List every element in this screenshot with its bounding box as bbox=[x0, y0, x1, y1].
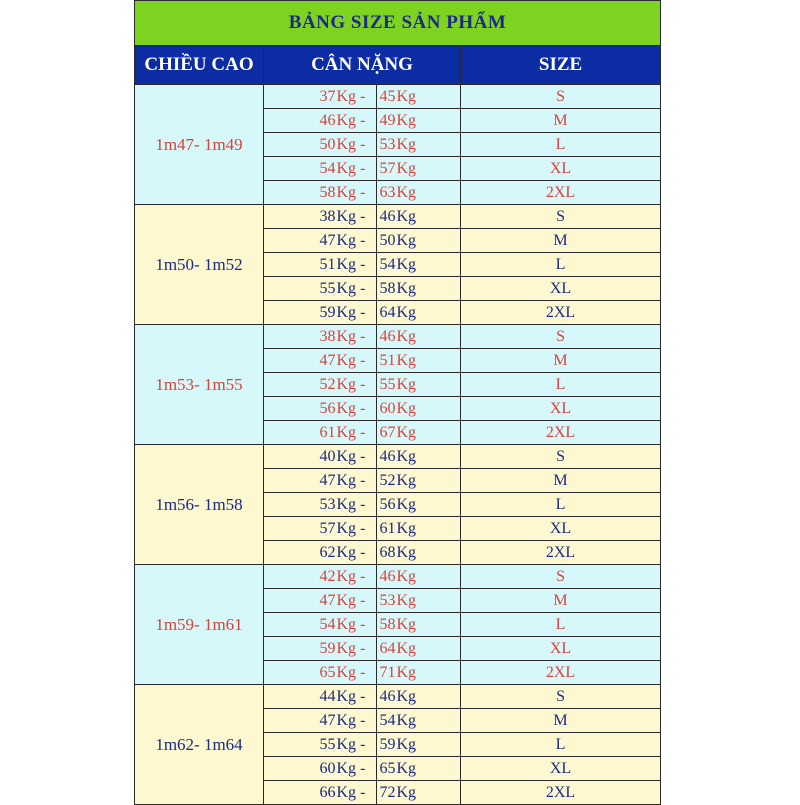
weight-unit-cell: Kg bbox=[397, 133, 461, 157]
weight-max-cell: 64 bbox=[377, 637, 397, 661]
weight-min-cell: 59 bbox=[264, 301, 337, 325]
weight-unit-dash-cell bbox=[337, 277, 377, 301]
weight-max-cell: 53 bbox=[377, 589, 397, 613]
weight-min-cell: 56 bbox=[264, 397, 337, 421]
weight-unit-text: Kg bbox=[336, 615, 357, 633]
weight-min-cell: 50 bbox=[264, 133, 337, 157]
weight-min-cell: 42 bbox=[264, 565, 337, 589]
header-height: CHIỀU CAO bbox=[135, 46, 264, 85]
weight-unit-text: Kg bbox=[336, 783, 357, 801]
weight-unit-text: Kg bbox=[336, 111, 357, 129]
size-value-cell: L bbox=[461, 373, 661, 397]
size-value-cell: L bbox=[461, 733, 661, 757]
size-value-cell: L bbox=[461, 613, 661, 637]
weight-max-cell: 49 bbox=[377, 109, 397, 133]
weight-unit-cell: Kg bbox=[397, 397, 461, 421]
header-weight: CÂN NẶNG bbox=[264, 46, 461, 85]
height-range-cell: 1m47- 1m49 bbox=[135, 85, 264, 205]
weight-max-cell: 61 bbox=[377, 517, 397, 541]
weight-unit-text: Kg bbox=[336, 183, 357, 201]
range-dash-text: - bbox=[356, 111, 366, 129]
weight-min-cell: 47 bbox=[264, 589, 337, 613]
weight-unit-dash-cell bbox=[337, 157, 377, 181]
size-value-cell: M bbox=[461, 589, 661, 613]
weight-unit-text: Kg bbox=[336, 735, 357, 753]
table-row bbox=[135, 205, 661, 229]
weight-max-cell: 46 bbox=[377, 445, 397, 469]
weight-min-cell: 47 bbox=[264, 709, 337, 733]
weight-unit-text: Kg bbox=[336, 471, 357, 489]
weight-unit-dash-cell bbox=[337, 493, 377, 517]
size-value-cell: S bbox=[461, 685, 661, 709]
range-dash-text: - bbox=[356, 783, 366, 801]
weight-unit-text: Kg bbox=[336, 687, 357, 705]
range-dash-text: - bbox=[356, 495, 366, 513]
range-dash-text: - bbox=[356, 279, 366, 297]
weight-min-cell: 51 bbox=[264, 253, 337, 277]
weight-max-cell: 68 bbox=[377, 541, 397, 565]
header-size: SIZE bbox=[461, 46, 661, 85]
weight-min-cell: 37 bbox=[264, 85, 337, 109]
range-dash-text: - bbox=[356, 735, 366, 753]
weight-unit-cell: Kg bbox=[397, 661, 461, 685]
weight-unit-text: Kg bbox=[336, 543, 357, 561]
weight-max-cell: 60 bbox=[377, 397, 397, 421]
weight-min-cell: 54 bbox=[264, 613, 337, 637]
weight-unit-dash-cell bbox=[337, 661, 377, 685]
weight-unit-cell: Kg bbox=[397, 205, 461, 229]
weight-min-cell: 57 bbox=[264, 517, 337, 541]
weight-unit-dash-cell bbox=[337, 85, 377, 109]
height-range-cell: 1m53- 1m55 bbox=[135, 325, 264, 445]
weight-unit-dash-cell bbox=[337, 133, 377, 157]
weight-unit-cell: Kg bbox=[397, 301, 461, 325]
weight-unit-text: Kg bbox=[336, 567, 357, 585]
weight-min-cell: 38 bbox=[264, 205, 337, 229]
range-dash-text: - bbox=[356, 135, 366, 153]
weight-max-cell: 52 bbox=[377, 469, 397, 493]
weight-unit-cell: Kg bbox=[397, 445, 461, 469]
size-value-cell: M bbox=[461, 229, 661, 253]
range-dash-text: - bbox=[356, 639, 366, 657]
weight-unit-dash-cell bbox=[337, 541, 377, 565]
weight-unit-text: Kg bbox=[336, 87, 357, 105]
size-value-cell: M bbox=[461, 349, 661, 373]
weight-unit-dash-cell bbox=[337, 589, 377, 613]
size-value-cell: L bbox=[461, 253, 661, 277]
range-dash-text: - bbox=[356, 615, 366, 633]
weight-min-cell: 58 bbox=[264, 181, 337, 205]
range-dash-text: - bbox=[356, 447, 366, 465]
size-value-cell: S bbox=[461, 85, 661, 109]
table-title: BẢNG SIZE SẢN PHẨM bbox=[135, 1, 661, 46]
size-value-cell: S bbox=[461, 205, 661, 229]
range-dash-text: - bbox=[356, 591, 366, 609]
weight-max-cell: 57 bbox=[377, 157, 397, 181]
weight-min-cell: 66 bbox=[264, 781, 337, 805]
range-dash-text: - bbox=[356, 423, 366, 441]
weight-unit-cell: Kg bbox=[397, 325, 461, 349]
weight-unit-cell: Kg bbox=[397, 157, 461, 181]
range-dash-text: - bbox=[356, 375, 366, 393]
size-value-cell: 2XL bbox=[461, 301, 661, 325]
range-dash-text: - bbox=[356, 159, 366, 177]
weight-max-cell: 72 bbox=[377, 781, 397, 805]
size-value-cell: M bbox=[461, 469, 661, 493]
weight-unit-text: Kg bbox=[336, 207, 357, 225]
weight-unit-dash-cell bbox=[337, 397, 377, 421]
size-value-cell: XL bbox=[461, 397, 661, 421]
weight-unit-dash-cell bbox=[337, 253, 377, 277]
weight-min-cell: 55 bbox=[264, 277, 337, 301]
height-range-cell: 1m59- 1m61 bbox=[135, 565, 264, 685]
weight-max-cell: 64 bbox=[377, 301, 397, 325]
size-value-cell: XL bbox=[461, 277, 661, 301]
weight-unit-cell: Kg bbox=[397, 709, 461, 733]
range-dash-text: - bbox=[356, 351, 366, 369]
range-dash-text: - bbox=[356, 663, 366, 681]
weight-unit-dash-cell bbox=[337, 781, 377, 805]
weight-min-cell: 46 bbox=[264, 109, 337, 133]
weight-unit-dash-cell bbox=[337, 637, 377, 661]
table-row bbox=[135, 685, 661, 709]
weight-min-cell: 54 bbox=[264, 157, 337, 181]
weight-min-cell: 53 bbox=[264, 493, 337, 517]
weight-max-cell: 71 bbox=[377, 661, 397, 685]
size-value-cell: 2XL bbox=[461, 541, 661, 565]
weight-min-cell: 62 bbox=[264, 541, 337, 565]
weight-max-cell: 56 bbox=[377, 493, 397, 517]
weight-max-cell: 63 bbox=[377, 181, 397, 205]
weight-unit-cell: Kg bbox=[397, 373, 461, 397]
weight-unit-dash-cell bbox=[337, 421, 377, 445]
weight-max-cell: 54 bbox=[377, 253, 397, 277]
size-chart-table bbox=[134, 0, 661, 805]
size-value-cell: M bbox=[461, 709, 661, 733]
range-dash-text: - bbox=[356, 687, 366, 705]
weight-unit-cell: Kg bbox=[397, 229, 461, 253]
weight-unit-dash-cell bbox=[337, 613, 377, 637]
weight-unit-text: Kg bbox=[336, 399, 357, 417]
weight-max-cell: 46 bbox=[377, 685, 397, 709]
weight-unit-cell: Kg bbox=[397, 685, 461, 709]
size-value-cell: XL bbox=[461, 637, 661, 661]
weight-unit-cell: Kg bbox=[397, 469, 461, 493]
weight-unit-text: Kg bbox=[336, 639, 357, 657]
weight-min-cell: 55 bbox=[264, 733, 337, 757]
range-dash-text: - bbox=[356, 543, 366, 561]
weight-unit-text: Kg bbox=[336, 519, 357, 537]
weight-unit-dash-cell bbox=[337, 469, 377, 493]
weight-unit-text: Kg bbox=[336, 303, 357, 321]
weight-max-cell: 45 bbox=[377, 85, 397, 109]
weight-unit-dash-cell bbox=[337, 205, 377, 229]
weight-unit-text: Kg bbox=[336, 591, 357, 609]
weight-unit-text: Kg bbox=[336, 447, 357, 465]
weight-unit-dash-cell bbox=[337, 685, 377, 709]
weight-unit-cell: Kg bbox=[397, 493, 461, 517]
weight-unit-text: Kg bbox=[336, 423, 357, 441]
size-value-cell: 2XL bbox=[461, 421, 661, 445]
weight-min-cell: 38 bbox=[264, 325, 337, 349]
size-value-cell: L bbox=[461, 133, 661, 157]
weight-unit-cell: Kg bbox=[397, 733, 461, 757]
weight-unit-dash-cell bbox=[337, 181, 377, 205]
range-dash-text: - bbox=[356, 399, 366, 417]
weight-unit-cell: Kg bbox=[397, 589, 461, 613]
weight-unit-dash-cell bbox=[337, 757, 377, 781]
range-dash-text: - bbox=[356, 207, 366, 225]
range-dash-text: - bbox=[356, 519, 366, 537]
weight-unit-dash-cell bbox=[337, 349, 377, 373]
size-value-cell: 2XL bbox=[461, 781, 661, 805]
weight-unit-cell: Kg bbox=[397, 781, 461, 805]
range-dash-text: - bbox=[356, 759, 366, 777]
weight-unit-dash-cell bbox=[337, 301, 377, 325]
table-row bbox=[135, 325, 661, 349]
weight-unit-cell: Kg bbox=[397, 565, 461, 589]
weight-unit-dash-cell bbox=[337, 709, 377, 733]
weight-unit-text: Kg bbox=[336, 279, 357, 297]
weight-unit-dash-cell bbox=[337, 325, 377, 349]
table-row bbox=[135, 565, 661, 589]
weight-unit-text: Kg bbox=[336, 351, 357, 369]
weight-max-cell: 58 bbox=[377, 277, 397, 301]
height-range-cell: 1m56- 1m58 bbox=[135, 445, 264, 565]
size-value-cell: L bbox=[461, 493, 661, 517]
range-dash-text: - bbox=[356, 87, 366, 105]
weight-min-cell: 52 bbox=[264, 373, 337, 397]
size-value-cell: XL bbox=[461, 517, 661, 541]
weight-unit-cell: Kg bbox=[397, 421, 461, 445]
weight-unit-dash-cell bbox=[337, 445, 377, 469]
weight-max-cell: 59 bbox=[377, 733, 397, 757]
weight-unit-cell: Kg bbox=[397, 85, 461, 109]
size-value-cell: M bbox=[461, 109, 661, 133]
weight-unit-dash-cell bbox=[337, 565, 377, 589]
size-value-cell: S bbox=[461, 325, 661, 349]
weight-max-cell: 67 bbox=[377, 421, 397, 445]
range-dash-text: - bbox=[356, 255, 366, 273]
weight-min-cell: 61 bbox=[264, 421, 337, 445]
range-dash-text: - bbox=[356, 303, 366, 321]
table-row bbox=[135, 85, 661, 109]
weight-max-cell: 46 bbox=[377, 205, 397, 229]
range-dash-text: - bbox=[356, 471, 366, 489]
weight-min-cell: 47 bbox=[264, 229, 337, 253]
weight-unit-cell: Kg bbox=[397, 517, 461, 541]
weight-unit-text: Kg bbox=[336, 231, 357, 249]
size-value-cell: 2XL bbox=[461, 661, 661, 685]
weight-unit-text: Kg bbox=[336, 255, 357, 273]
size-value-cell: XL bbox=[461, 157, 661, 181]
weight-unit-cell: Kg bbox=[397, 349, 461, 373]
weight-min-cell: 44 bbox=[264, 685, 337, 709]
weight-unit-cell: Kg bbox=[397, 637, 461, 661]
weight-max-cell: 50 bbox=[377, 229, 397, 253]
weight-unit-text: Kg bbox=[336, 759, 357, 777]
size-value-cell: 2XL bbox=[461, 181, 661, 205]
size-value-cell: XL bbox=[461, 757, 661, 781]
weight-unit-dash-cell bbox=[337, 229, 377, 253]
table-body bbox=[135, 85, 661, 805]
weight-max-cell: 58 bbox=[377, 613, 397, 637]
weight-unit-text: Kg bbox=[336, 159, 357, 177]
range-dash-text: - bbox=[356, 711, 366, 729]
height-range-cell: 1m62- 1m64 bbox=[135, 685, 264, 805]
weight-unit-text: Kg bbox=[336, 711, 357, 729]
weight-unit-cell: Kg bbox=[397, 109, 461, 133]
weight-unit-text: Kg bbox=[336, 135, 357, 153]
size-value-cell: S bbox=[461, 445, 661, 469]
weight-max-cell: 53 bbox=[377, 133, 397, 157]
height-range-cell: 1m50- 1m52 bbox=[135, 205, 264, 325]
weight-min-cell: 47 bbox=[264, 349, 337, 373]
weight-min-cell: 59 bbox=[264, 637, 337, 661]
weight-unit-cell: Kg bbox=[397, 277, 461, 301]
weight-max-cell: 51 bbox=[377, 349, 397, 373]
weight-min-cell: 60 bbox=[264, 757, 337, 781]
weight-unit-text: Kg bbox=[336, 327, 357, 345]
range-dash-text: - bbox=[356, 231, 366, 249]
range-dash-text: - bbox=[356, 567, 366, 585]
weight-max-cell: 65 bbox=[377, 757, 397, 781]
weight-unit-cell: Kg bbox=[397, 181, 461, 205]
weight-unit-text: Kg bbox=[336, 375, 357, 393]
weight-unit-text: Kg bbox=[336, 495, 357, 513]
weight-unit-text: Kg bbox=[336, 663, 357, 681]
weight-unit-cell: Kg bbox=[397, 541, 461, 565]
weight-unit-cell: Kg bbox=[397, 253, 461, 277]
weight-max-cell: 54 bbox=[377, 709, 397, 733]
range-dash-text: - bbox=[356, 327, 366, 345]
weight-min-cell: 47 bbox=[264, 469, 337, 493]
weight-unit-dash-cell bbox=[337, 733, 377, 757]
weight-unit-cell: Kg bbox=[397, 757, 461, 781]
weight-unit-dash-cell bbox=[337, 109, 377, 133]
weight-unit-cell: Kg bbox=[397, 613, 461, 637]
range-dash-text: - bbox=[356, 183, 366, 201]
weight-unit-dash-cell bbox=[337, 373, 377, 397]
weight-min-cell: 65 bbox=[264, 661, 337, 685]
size-value-cell: S bbox=[461, 565, 661, 589]
weight-unit-dash-cell bbox=[337, 517, 377, 541]
weight-max-cell: 46 bbox=[377, 565, 397, 589]
weight-max-cell: 46 bbox=[377, 325, 397, 349]
table-row bbox=[135, 445, 661, 469]
weight-max-cell: 55 bbox=[377, 373, 397, 397]
weight-min-cell: 40 bbox=[264, 445, 337, 469]
